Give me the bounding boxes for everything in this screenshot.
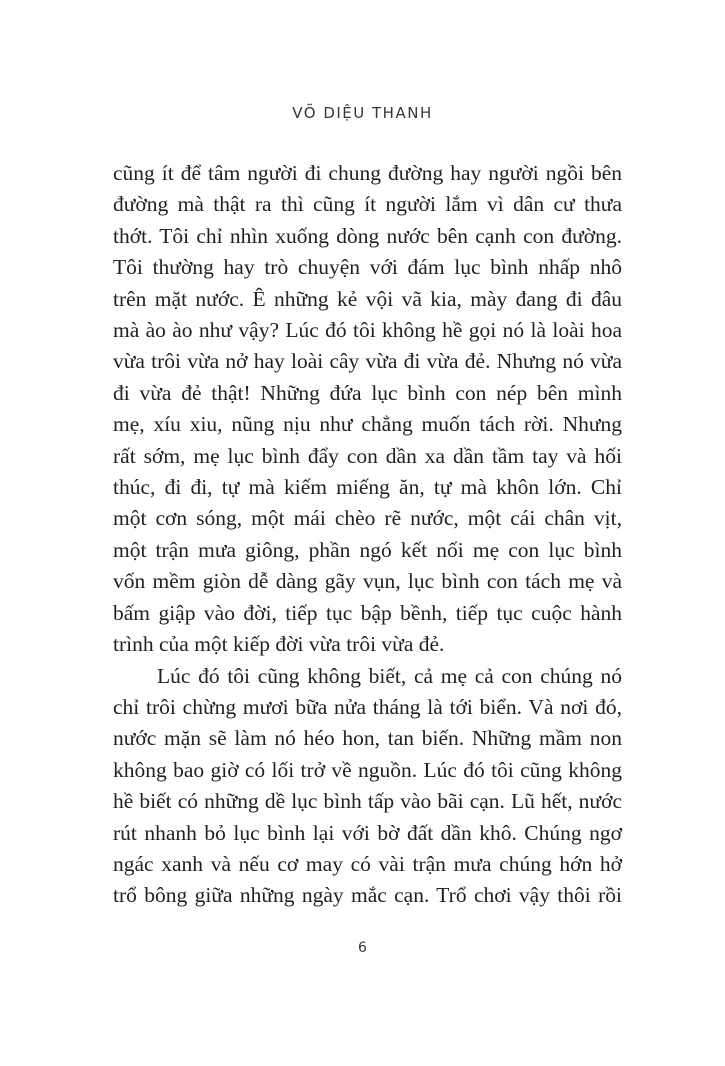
text-line: một trận mưa giông, phần ngó kết nối mẹ con lục bình <box>113 537 622 562</box>
paragraph-end-line: trình của một kiếp đời vừa trôi vừa đẻ. <box>113 632 445 657</box>
running-header-author: VÕ DIỆU THANH <box>292 104 433 122</box>
paragraph-start-line: Lúc đó tôi cũng không biết, cả mẹ cả con chúng nó <box>157 663 622 688</box>
text-line: vừa trôi vừa nở hay loài cây vừa đi vừa đẻ. Nhưng nó vừa <box>113 349 622 374</box>
text-line: mẹ, xíu xiu, nũng nịu như chẳng muốn tách rời. Nhưng <box>113 412 622 437</box>
text-line: mà ào ào như vậy? Lúc đó tôi không hề gọi nó là loài hoa <box>113 318 622 343</box>
text-line: trên mặt nước. Ê những kẻ vội vã kia, mày đang đi đâu <box>113 286 622 311</box>
text-line: hề biết có những dề lục bình tấp vào bãi cạn. Lũ hết, nước <box>113 789 622 814</box>
text-line: thúc, đi đi, tự mà kiếm miếng ăn, tự mà khôn lớn. Chỉ <box>113 475 622 500</box>
text-line: ngác xanh và nếu cơ may có vài trận mưa chúng hớn hở <box>113 851 622 876</box>
text-line: thớt. Tôi chỉ nhìn xuống dòng nước bên cạnh con đường. <box>113 223 622 248</box>
body-text <box>113 158 622 912</box>
page-number: 6 <box>358 940 367 956</box>
text-line: không bao giờ có lối trở về nguồn. Lúc đó tôi cũng không <box>113 757 622 782</box>
text-line: Tôi thường hay trò chuyện với đám lục bình nhấp nhô <box>113 255 622 280</box>
text-line: bấm giập vào đời, tiếp tục bập bềnh, tiếp tục cuộc hành <box>113 600 622 625</box>
text-line: đi vừa đẻ thật! Những đứa lục bình con nép bên mình <box>113 380 622 405</box>
text-line: một cơn sóng, một mái chèo rẽ nước, một cái chân vịt, <box>113 506 622 531</box>
text-line: rất sớm, mẹ lục bình đẩy con dần xa dần tầm tay và hối <box>113 443 622 468</box>
text-line: nước mặn sẽ làm nó héo hon, tan biến. Những mầm non <box>113 726 622 751</box>
text-line: cũng ít để tâm người đi chung đường hay người ngồi bên <box>113 161 622 185</box>
text-line: đường mà thật ra thì cũng ít người lắm vì dân cư thưa <box>113 192 622 217</box>
text-line: rút nhanh bỏ lục bình lại với bờ đất dần khô. Chúng ngơ <box>113 820 622 845</box>
text-line: vốn mềm giòn dễ dàng gãy vụn, lục bình con tách mẹ và <box>113 569 622 594</box>
text-line: trổ bông giữa những ngày mắc cạn. Trổ chơi vậy thôi rồi <box>113 883 622 908</box>
text-line: chỉ trôi chừng mươi bữa nửa tháng là tới biển. Và nơi đó, <box>113 694 622 719</box>
